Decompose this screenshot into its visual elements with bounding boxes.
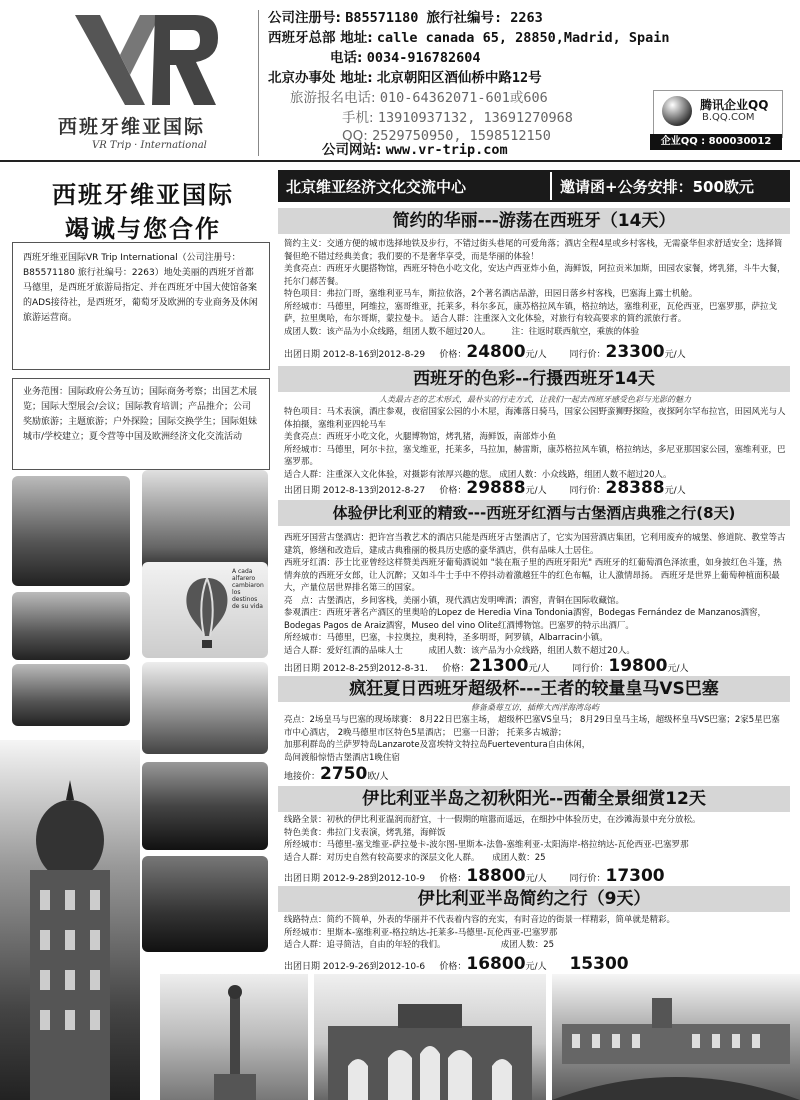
tour-1-price-row (284, 342, 786, 362)
tour-5-price-row (284, 866, 786, 886)
tour-4-line: 亮点：2场皇马与巴塞的现场球赛： 8月22日巴塞主场， 超级杯巴塞VS皇马； 8月29日皇马主场，超级杯皇马VS巴塞；2家5星巴塞市中心酒店， 2晚马德里市区特色5星酒店； 巴塞一日游； 托莱多古城游； (284, 715, 780, 738)
price-unit: 元/人 (525, 962, 547, 972)
left-title-line2: 竭诚与您合作 (65, 215, 221, 243)
tour-3-line: 西班牙红酒：莎士比亚曾经这样赞美西班牙葡萄酒说如 "装在瓶子里的西班牙阳光" 西班牙的红葡萄酒色泽浓重，如身披红色斗篷，热情奔放的西班牙女郎，让人沉醉；又如斗牛士手中不停抖动着激越狂牛的红色布幅，让人激情昂扬。 西班牙是世界上葡萄种植面积最大，产量位居世界排名第三的国家。 (284, 558, 782, 593)
tour-date: 2012-8-13到2012-8-27 (322, 486, 426, 496)
price-unit: 元/人 (667, 664, 689, 674)
banner-invitation-price: 邀请函+公务安排：500欧元 (560, 178, 754, 196)
tour-3-title[interactable]: 体验伊比利亚的精致---西班牙红酒与古堡酒店典雅之行(8天) (278, 500, 790, 526)
date-label: 出团日期 (284, 664, 321, 674)
plaza-icon (552, 994, 800, 1100)
tour-2-price-row (284, 478, 786, 498)
tour-price: 16800 (466, 954, 526, 974)
tour-price: 29888 (466, 478, 526, 498)
gate-icon (328, 996, 532, 1100)
tour-6-line: 线路特点：简约不简单，外表的华丽并不代表着内容的充实，有时音边的街景一样精彩，简单就是精彩。 (284, 915, 676, 925)
tour-5-line: 所经城市：马德里-塞戈维亚-萨拉曼卡-波尔图-里斯本-法鲁-塞维利亚-太阳海岸-格拉纳达-瓦伦西亚-巴塞罗那 (284, 840, 689, 850)
price-unit: 元/人 (525, 874, 547, 884)
balloon-icon (182, 576, 232, 652)
companion-price: 19800 (608, 656, 668, 676)
price-unit: 元/人 (528, 664, 550, 674)
tour-1-line: 特色项目：弗拉门哥，塞维利亚马车，斯拉依洛，2个著名酒店品游，田园日落乡村客栈，巴塞海上露士机舱。 (284, 289, 698, 299)
date-label: 出团日期 (284, 350, 321, 360)
price-unit: 元/人 (525, 486, 547, 496)
companion-label: 同行价： (569, 486, 606, 496)
tour-3-line: 亮 点：古堡酒店，乡间客栈，美丽小镇，现代酒店发明啤酒；酒窖，青铜在国际收藏馆。 (284, 595, 625, 606)
price-unit: 欧/人 (367, 772, 389, 782)
tour-price: 24800 (466, 342, 526, 362)
tour-6-price-row (284, 954, 786, 974)
tour-date: 2012-9-28到2012-10-9 (322, 874, 426, 884)
qq-globe-icon (660, 94, 694, 128)
banner-separator (550, 172, 552, 200)
photo-monastery (12, 592, 130, 660)
building-icon (10, 780, 130, 1100)
tour-price: 2750 (320, 764, 368, 784)
tour-1-line: 成团人数：该产品为小众线路，组团人数不超过20人。 注：往返时联西航空，乘族的体验 (284, 326, 640, 337)
photo-puerta-de-alcala (314, 974, 546, 1100)
tour-1-details (284, 238, 786, 338)
photo-vineyard (142, 762, 268, 850)
vr-logo-icon (70, 10, 220, 110)
companion-price: 17300 (605, 866, 665, 886)
photo-windmills (12, 476, 130, 586)
tour-2-subtitle: 人类最古老的艺术形式，最朴实的行走方式，让我们一起去西班牙感受色彩与光影的魅力 (379, 395, 691, 404)
price-label: 地接价： (284, 772, 321, 782)
tour-4-line: 加那利群岛的兰萨罗特岛Lanzarote及富埃特文特拉岛Fuerteventura自由休闲， (284, 740, 591, 750)
qq-brand: 腾讯企业QQ (700, 98, 769, 112)
photo-plaza-de-espana (552, 974, 800, 1100)
company-intro: 西班牙维亚国际VR Trip International（公司注册号：B85571180 旅行社编号：2263）地处美丽的西班牙首都马德里，是西班牙旅游局指定、并在西班牙中国大使馆备案的ADS接待社，是西班牙，葡萄牙及欧洲的专业商务及休闲旅游运营商。 (12, 242, 270, 370)
price-unit: 元/人 (664, 486, 686, 496)
header-divider (258, 10, 259, 156)
contact-hq-address: 西班牙总部 地址: calle canada 65, 28850,Madrid, Spain (268, 30, 670, 46)
tour-4-line: 岛间渡船惊悟古堡酒店1晚住宿 (284, 752, 400, 763)
tour-4-details (284, 714, 786, 764)
monument-icon (200, 984, 270, 1100)
tour-date: 2012-8-16到2012-8-29 (322, 350, 426, 360)
tour-price: 18800 (466, 866, 526, 886)
tour-6-line: 适合人群：追寻简洁，自由的年轻的我们。 成团人数：25 (284, 940, 555, 950)
tour-4-price-row (284, 764, 786, 784)
tour-2-line: 特色项目：马术表演，酒庄参观，夜宿国家公园的小木屋，海滩落日骑马，国家公园野蛮狮野探险，夜探阿尔罕布拉宫，田园风光与人体拍摄，塞维利亚四轮马车 (284, 407, 786, 430)
logo-chinese-name: 西班牙维亚国际 (58, 116, 206, 138)
companion-label: 同行价： (569, 350, 606, 360)
tour-2-line: 美食亮点：西班牙小吃文化，火腿博物馆，烤乳猪，海鲜饭，南部炸小鱼 (284, 432, 557, 442)
price-label: 价格： (439, 874, 467, 884)
price-label: 价格： (439, 486, 467, 496)
price-label: 价格： (442, 664, 470, 674)
tour-5-line: 特色美食：弗拉门戈表演，烤乳猪，海鲜饭 (284, 827, 446, 838)
tour-4-title[interactable]: 疯狂夏日西班牙超级杯---王者的较量皇马VS巴塞 (278, 676, 790, 702)
tour-2-line: 所经城市：马德里，阿尔卡拉，塞戈维亚，托莱多，马拉加，赫雷斯，康苏格拉风车镇，格拉纳达，多尼亚那国家公园，塞维利亚，巴塞罗那。 (284, 444, 786, 467)
contact-registration: 公司注册号: B85571180 旅行社编号: 2263 (268, 10, 543, 26)
tour-3-line: 参观酒庄：西班牙著名产酒区的里奥哈的Lopez de Heredia Vina Tondonia酒窖，Bodegas Fernández de Manzanos酒窖，Bodegas Pagos de Araiz酒窖，Museo del vino Olite红酒博物馆。巴塞罗的特示出酒厂。 (284, 608, 767, 631)
photo-metropolis-building (0, 740, 140, 1100)
price-unit: 元/人 (664, 350, 686, 360)
photo-palace (12, 664, 130, 726)
tour-5-title[interactable]: 伊比利亚半岛之初秋阳光--西葡全景细赏12天 (278, 786, 790, 812)
tour-6-details (284, 914, 786, 952)
tour-1-title[interactable]: 简约的华丽---游荡在西班牙（14天） (278, 208, 790, 234)
price-unit: 元/人 (525, 350, 547, 360)
companion-price: 28388 (605, 478, 665, 498)
left-title (18, 178, 268, 246)
price-label: 价格： (439, 350, 467, 360)
tour-3-line: 适合人群：爱好红酒的品味人士 成团人数：该产品为小众线路，组团人数不超过20人。 (284, 645, 635, 656)
photo-castle (142, 662, 268, 754)
companion-label: 同行价： (569, 874, 606, 884)
tour-3-line: 西班牙国营古堡酒店：把许宫当教艺术的酒店只能是西班牙古堡酒店了，它实为国营酒店集团，它利用废弃的城堡、修道院、教堂等古建筑，修缮和改造后，建成古典雅丽的极具历史感的豪华酒店，供有品味人士居住。 (284, 533, 786, 556)
tour-3-line: 所经城市：马德里，巴塞，卡拉奥拉，奥利特，圣多明哥，阿罗镇，Albarracin小镇。 (284, 633, 608, 643)
contact-phone: 电话: 0034-916782604 (330, 50, 481, 66)
logo-english-name: VR Trip · International (92, 140, 207, 151)
tour-3-details (284, 532, 786, 657)
tour-5-line: 线路全景：初秋的伊比利亚温润而舒宜，十一假期的喧嚣而遥远，在细抄中体验历史，在沙滩海景中充分放松。 (284, 815, 701, 825)
tour-1-line: 所经城市：马德里，阿维拉，塞哥维亚，托莱多，科尔多瓦，康苏格拉风车镇，格拉纳达，塞维利亚，瓦伦西亚，巴塞罗那，萨拉戈萨，拉里奥哈，布尔哥斯，蒙拉曼卡。 适合人群：注重深入文化体验，对旅行有较高要求的简约派旅行者。 (284, 301, 778, 324)
photo-monument (160, 974, 308, 1100)
companion-label: 同行价： (572, 664, 609, 674)
tour-2-details (284, 406, 786, 481)
tour-2-line: 适合人群：注重深入文化体验，对摄影有浓厚兴趣的您。 成团人数：小众线路，组团人数不超过20人。 (284, 469, 672, 480)
tour-4-subtitle: 修备桑莓互访，插桦大西洋海湾岛屿 (471, 703, 599, 712)
date-label: 出团日期 (284, 874, 321, 884)
tour-price: 21300 (469, 656, 529, 676)
contact-booking-phone: 旅游报名电话: 010-64362071-601或606 (290, 90, 548, 106)
companion-price: 23300 (605, 342, 665, 362)
price-label: 价格： (439, 962, 467, 972)
tour-6-line: 所经城市：里斯本-塞维利亚-格拉纳达-托莱多-马德里-瓦伦西亚-巴塞罗那 (284, 927, 558, 938)
photo-hot-air-balloon (142, 562, 268, 658)
contact-mobile: 手机: 13910937132, 13691270968 (342, 110, 573, 126)
tour-1-line: 简约主义：交通方便的城市选择地铁及步行，不错过街头巷尾的可爱角落；酒店全程4星或乡村客栈，无需豪华但求舒适安全；选择简餐但绝不错过经典美食；我们要的不是奢华享受，而是华丽的体验！ (284, 239, 783, 262)
date-label: 出团日期 (284, 962, 321, 972)
qq-url: B.QQ.COM (702, 112, 755, 123)
date-label: 出团日期 (284, 486, 321, 496)
tour-date: 2012-8-25到2012-8-31. (322, 664, 428, 674)
tour-3-price-row (284, 656, 786, 676)
contact-qq: QQ: 2529750950, 1598512150 (342, 128, 551, 144)
tour-5-line: 适合人群：对历史自然有较高要求的深层文化人群。 成团人数：25 (284, 852, 546, 863)
tour-5-details (284, 814, 786, 864)
companion-price: 15300 (569, 954, 629, 974)
tour-date: 2012-9-26到2012-10-6 (322, 962, 426, 972)
contact-beijing-address: 北京办事处 地址: 北京朝阳区酒仙桥中路12号 (268, 70, 542, 86)
qq-number-bar: 企业QQ : 800030012 (650, 134, 782, 150)
tour-6-title[interactable]: 伊比利亚半岛简约之行（9天） (278, 886, 790, 912)
banner-center-name: 北京维亚经济文化交流中心 (286, 178, 467, 196)
tour-1-line: 美食亮点：西班牙火腿搭物馆，西班牙特色小吃文化，安达卢西亚炸小鱼，海鲜饭，阿拉贡米加斯，田园农家餐，烤乳猪，斗牛大餐，托尔门郝苦餐。 (284, 264, 786, 287)
business-scope: 业务范围：国际政府公务互访；国际商务考察；出国艺术展览；国际大型展会/会议；国际教育培训；产品推介；公司奖励旅游；主题旅游；户外探险；国际交换学生；国际姐妹城市/学校建立；夏令营等中国及欧洲经济文化交流活动 (12, 378, 270, 470)
left-title-line1: 西班牙维亚国际 (52, 181, 234, 209)
tour-2-title[interactable]: 西班牙的色彩--行摄西班牙14天 (278, 366, 790, 392)
contact-website[interactable]: 公司网站: www.vr-trip.com (322, 142, 508, 158)
photo-caption: A cada alfarero cambiaron los destinos de su vida (232, 568, 264, 610)
photo-dinner (142, 856, 268, 952)
